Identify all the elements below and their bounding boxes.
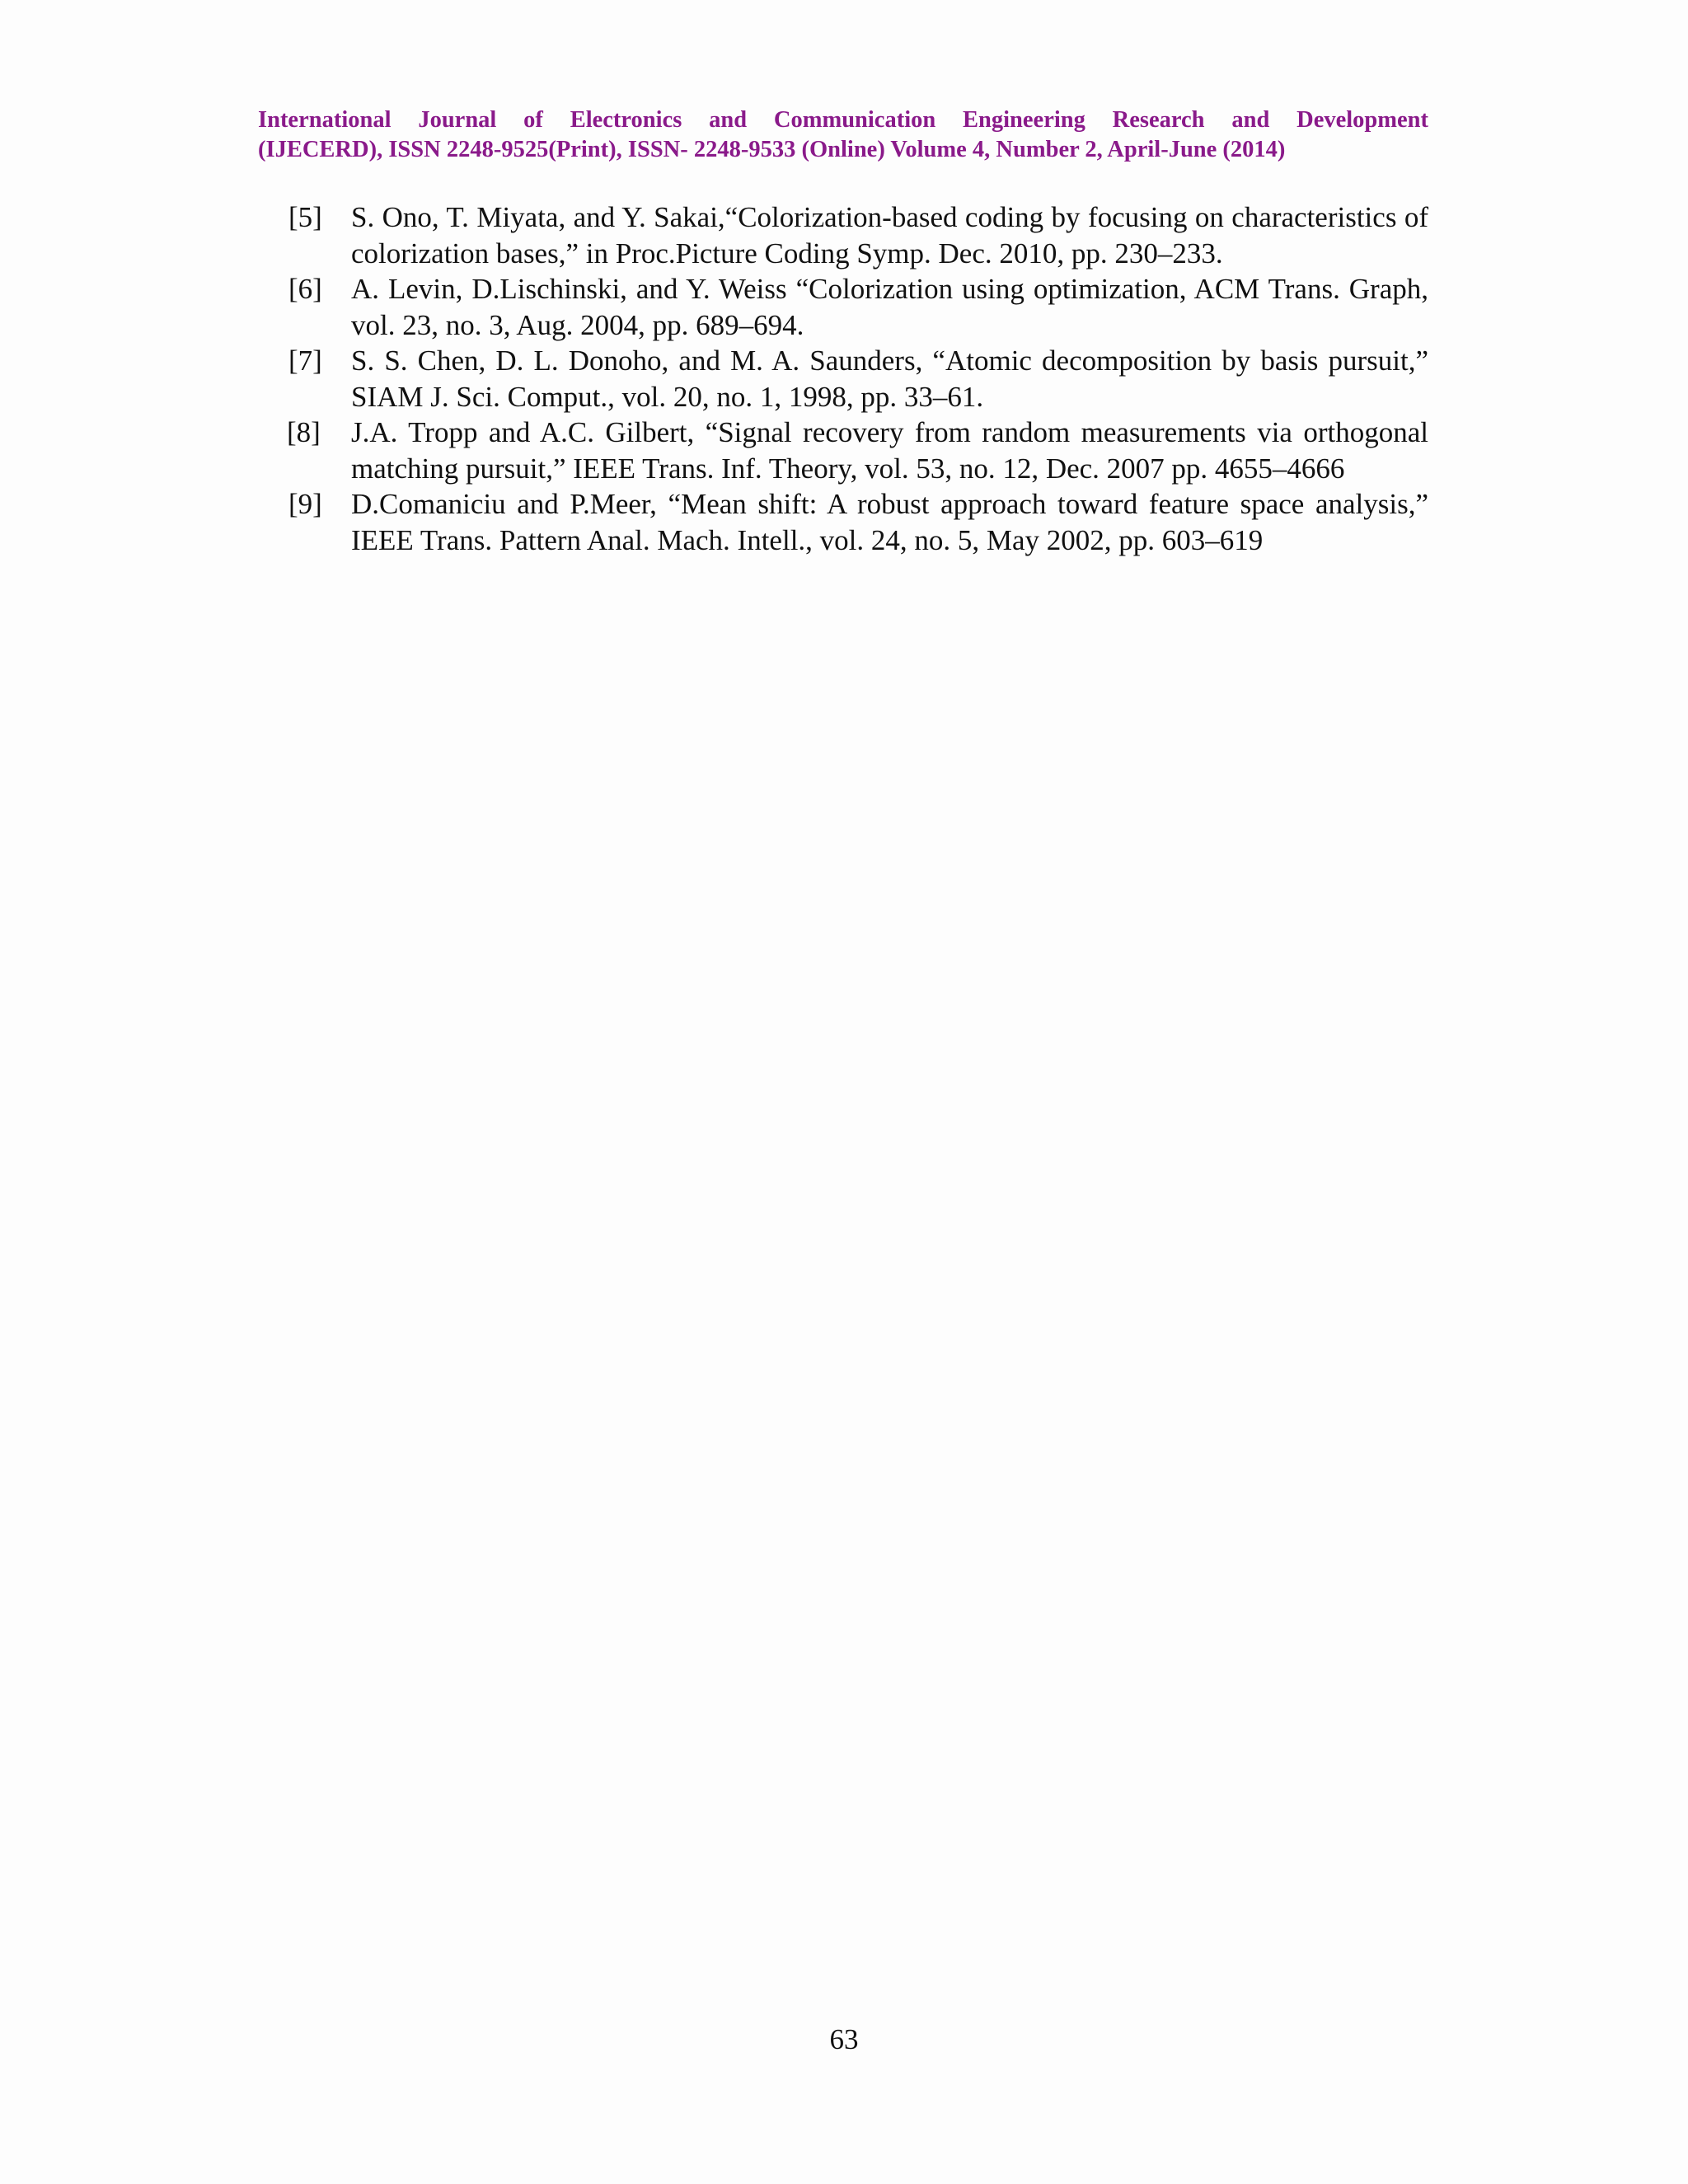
reference-item — [288, 199, 1428, 271]
reference-text: S. Ono, T. Miyata, and Y. Sakai,“Colorization-based coding by focusing on characteristics of colorization bases,” in Proc.Picture Coding Symp. Dec. 2010, pp. 230–233. — [351, 201, 1428, 269]
reference-number: [5] — [288, 201, 322, 233]
reference-text: S. S. Chen, D. L. Donoho, and M. A. Saunders, “Atomic decomposition by basis pursuit,” SIAM J. Sci. Comput., vol. 20, no. 1, 1998, pp. 33–61. — [351, 344, 1428, 413]
reference-number: [6] — [288, 273, 322, 305]
reference-item — [288, 271, 1428, 343]
journal-header — [258, 105, 1428, 165]
reference-number: [9] — [288, 488, 322, 520]
reference-item — [288, 486, 1428, 558]
page-number: 63 — [829, 2023, 859, 2055]
journal-title-line: International Journal of Electronics and Communication Engineering Research and Development — [258, 107, 1428, 133]
reference-number: [7] — [288, 344, 322, 377]
journal-issn-line: (IJECERD), ISSN 2248-9525(Print), ISSN- 2248-9533 (Online) Volume 4, Number 2, April-June (2014) — [258, 137, 1286, 162]
reference-list — [288, 199, 1428, 558]
reference-number: [8] — [287, 416, 321, 448]
reference-text: J.A. Tropp and A.C. Gilbert, “Signal recovery from random measurements via orthogonal matching pursuit,” IEEE Trans. Inf. Theory, vol. 53, no. 12, Dec. 2007 pp. 4655–4666 — [351, 416, 1428, 485]
reference-text: D.Comaniciu and P.Meer, “Mean shift: A robust approach toward feature space analysis,” IEEE Trans. Pattern Anal. Mach. Intell., vol. 24, no. 5, May 2002, pp. 603–619 — [351, 488, 1428, 556]
reference-item — [288, 415, 1428, 486]
reference-item — [288, 343, 1428, 415]
reference-text: A. Levin, D.Lischinski, and Y. Weiss “Colorization using optimization, ACM Trans. Graph, vol. 23, no. 3, Aug. 2004, pp. 689–694. — [351, 273, 1428, 341]
